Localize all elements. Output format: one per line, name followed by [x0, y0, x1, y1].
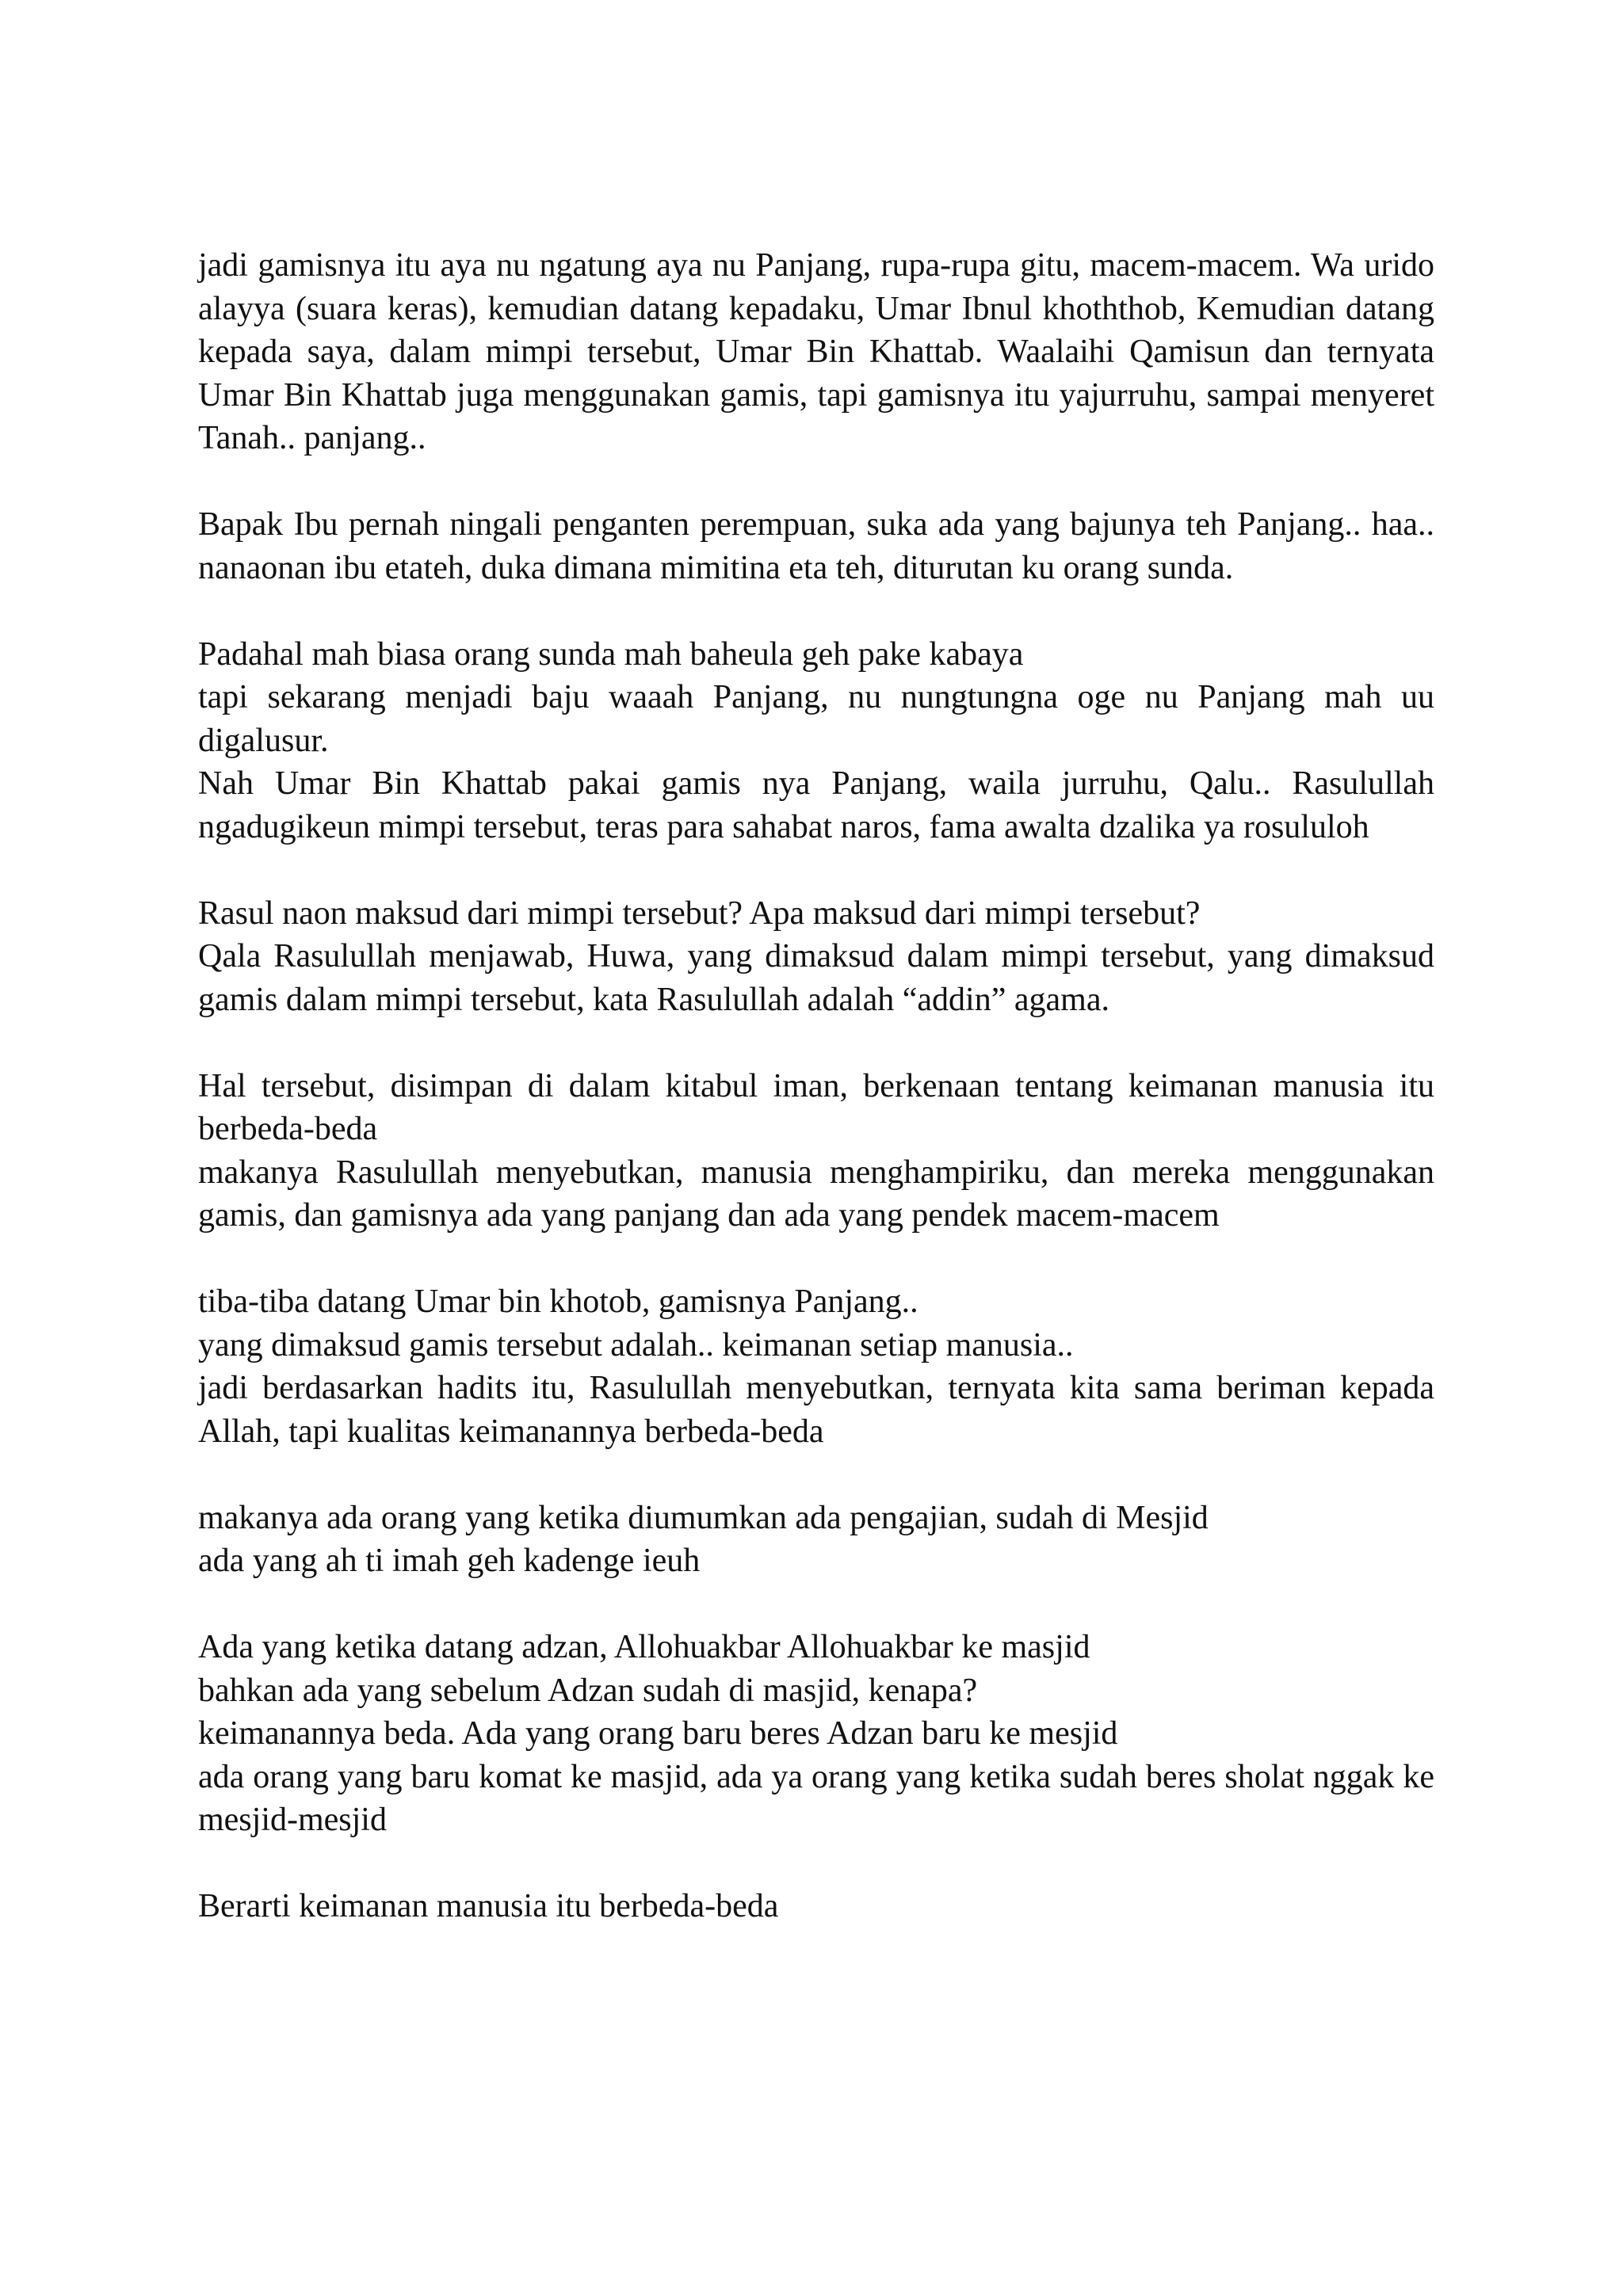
text-line: jadi gamisnya itu aya nu ngatung aya nu Panjang, rupa-rupa gitu, macem-macem. Wa urido alayya (suara keras), kemudian datang kepadaku, Umar Ibnul khoththob, Kemudian datang kepada saya, dalam mimpi tersebut, Umar Bin Khattab. Waalaihi Qamisun dan ternyata Umar Bin Khattab juga menggunakan gamis, tapi gamisnya itu yajurruhu, sampai menyeret Tanah.. panjang..	[198, 247, 1434, 456]
paragraph-6	[198, 1280, 1434, 1453]
text-line: ada orang yang baru komat ke masjid, ada ya orang yang ketika sudah beres sholat nggak ke mesjid-mesjid	[198, 1758, 1434, 1838]
paragraph-8	[198, 1626, 1434, 1842]
paragraph-9	[198, 1885, 1434, 1928]
text-line: tiba-tiba datang Umar bin khotob, gamisnya Panjang..	[198, 1283, 918, 1320]
text-line: Hal tersebut, disimpan di dalam kitabul iman, berkenaan tentang keimanan manusia itu berbeda-beda	[198, 1067, 1434, 1147]
text-line: Rasul naon maksud dari mimpi tersebut? Apa maksud dari mimpi tersebut?	[198, 894, 1201, 932]
paragraph-3	[198, 633, 1434, 849]
paragraph-1	[198, 244, 1434, 460]
text-line: Ada yang ketika datang adzan, Allohuakbar Allohuakbar ke masjid	[198, 1629, 1090, 1665]
text-line: makanya Rasulullah menyebutkan, manusia menghampiriku, dan mereka menggunakan gamis, dan gamisnya ada yang panjang dan ada yang pendek macem-macem	[198, 1154, 1434, 1234]
document-body	[198, 244, 1434, 1928]
paragraph-4	[198, 892, 1434, 1022]
text-line: Berarti keimanan manusia itu berbeda-beda	[198, 1888, 779, 1924]
text-line: makanya ada orang yang ketika diumumkan ada pengajian, sudah di Mesjid	[198, 1499, 1209, 1536]
text-line: tapi sekarang menjadi baju waaah Panjang, nu nungtungna oge nu Panjang mah uu digalusur.	[198, 679, 1434, 759]
paragraph-7	[198, 1497, 1434, 1583]
paragraph-2	[198, 503, 1434, 589]
text-line: yang dimaksud gamis tersebut adalah.. keimanan setiap manusia..	[198, 1326, 1074, 1363]
text-line: Padahal mah biasa orang sunda mah baheula geh pake kabaya	[198, 635, 1024, 673]
text-line: Qala Rasulullah menjawab, Huwa, yang dimaksud dalam mimpi tersebut, yang dimaksud gamis dalam mimpi tersebut, kata Rasulullah adalah “addin” agama.	[198, 938, 1434, 1018]
text-line: jadi berdasarkan hadits itu, Rasulullah menyebutkan, ternyata kita sama beriman kepada Allah, tapi kualitas keimanannya berbeda-beda	[198, 1370, 1434, 1450]
text-line: ada yang ah ti imah geh kadenge ieuh	[198, 1543, 701, 1579]
text-line: Nah Umar Bin Khattab pakai gamis nya Panjang, waila jurruhu, Qalu.. Rasulullah ngadugikeun mimpi tersebut, teras para sahabat naros, fama awalta dzalika ya rosululoh	[198, 765, 1434, 845]
text-line: bahkan ada yang sebelum Adzan sudah di masjid, kenapa?	[198, 1672, 978, 1709]
text-line: keimanannya beda. Ada yang orang baru beres Adzan baru ke mesjid	[198, 1715, 1118, 1752]
paragraph-5	[198, 1065, 1434, 1238]
text-line: Bapak Ibu pernah ningali penganten perempuan, suka ada yang bajunya teh Panjang.. haa.. nanaonan ibu etateh, duka dimana mimitina eta teh, diturutan ku orang sunda.	[198, 506, 1434, 586]
